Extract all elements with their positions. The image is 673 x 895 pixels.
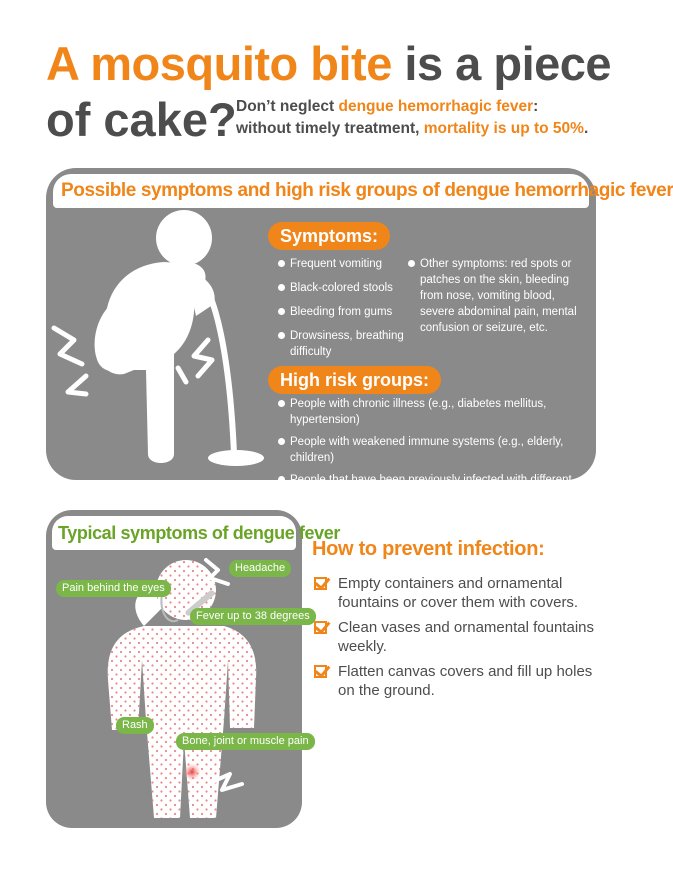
list-item: Frequent vomiting (278, 256, 413, 272)
rash-tag: Rash (116, 717, 154, 734)
subtitle-highlight-mortality: mortality is up to 50% (423, 120, 584, 137)
title-line-2: of cake? (46, 93, 237, 146)
checkbox-icon (314, 621, 327, 634)
subtitle-prefix: Don’t neglect (236, 98, 339, 115)
prevention-list (312, 574, 612, 706)
prevention-item-text: Clean vases and ornamental fountains weekly. (338, 619, 594, 655)
risk-groups-label: High risk groups: (268, 366, 441, 394)
list-item: People that have been previously infected with different types of dengue viruses (278, 472, 590, 504)
body-pain-tag: Bone, joint or muscle pain (176, 733, 315, 750)
list-item (312, 574, 612, 612)
headache-tag: Headache (229, 560, 291, 577)
dengue-symptoms-panel (46, 510, 340, 828)
dhf-panel-title: Possible symptoms and high risk groups of dengue hemorrhagic fever (61, 180, 673, 201)
list-item: People with chronic illness (e.g., diabetes mellitus, hypertension) (278, 396, 590, 428)
dengue-panel-header (52, 516, 340, 550)
prevention-item-text: Flatten canvas covers and fill up holes on the ground. (338, 663, 593, 699)
vomiting-person-illustration (46, 204, 276, 480)
prevention-item-text: Empty containers and ornamental fountains or cover them with covers. (338, 575, 579, 611)
list-item: Bleeding from gums (278, 304, 413, 320)
list-item: People with weakened immune systems (e.g., elderly, children) (278, 434, 590, 466)
risk-groups-list (278, 396, 590, 510)
title-highlight: A mosquito bite (46, 37, 392, 90)
dengue-panel-title: Typical symptoms of dengue fever (58, 523, 340, 543)
subtitle-colon: : (533, 98, 539, 115)
checkbox-icon (314, 665, 327, 678)
checkbox-icon (314, 577, 327, 590)
other-symptoms-item: Other symptoms: red spots or patches on the skin, bleeding from nose, vomiting blood, severe abdominal pain, mental confusion or seizure, etc. (408, 256, 588, 336)
dhf-panel (46, 168, 673, 502)
list-item (312, 662, 612, 700)
page-title (46, 36, 616, 92)
symptoms-label: Symptoms: (268, 222, 390, 250)
prevention-title: How to prevent infection: (312, 538, 545, 560)
eye-pain-tag: Pain behind the eyes (56, 580, 171, 597)
dhf-panel-header (53, 174, 673, 208)
subtitle-mid: without timely treatment, (236, 120, 424, 137)
list-item: Black-colored stools (278, 280, 413, 296)
subtitle-end: . (583, 120, 589, 137)
list-item (312, 618, 612, 656)
other-symptoms-list (408, 256, 588, 344)
title-rest: is a piece (391, 37, 612, 90)
fever-tag: Fever up to 38 degrees (190, 608, 316, 625)
list-item: Drowsiness, breathing difficulty (278, 328, 413, 360)
subtitle (236, 96, 616, 140)
subtitle-highlight-dhf: dengue hemorrhagic fever (338, 98, 534, 115)
symptoms-list (278, 256, 413, 368)
